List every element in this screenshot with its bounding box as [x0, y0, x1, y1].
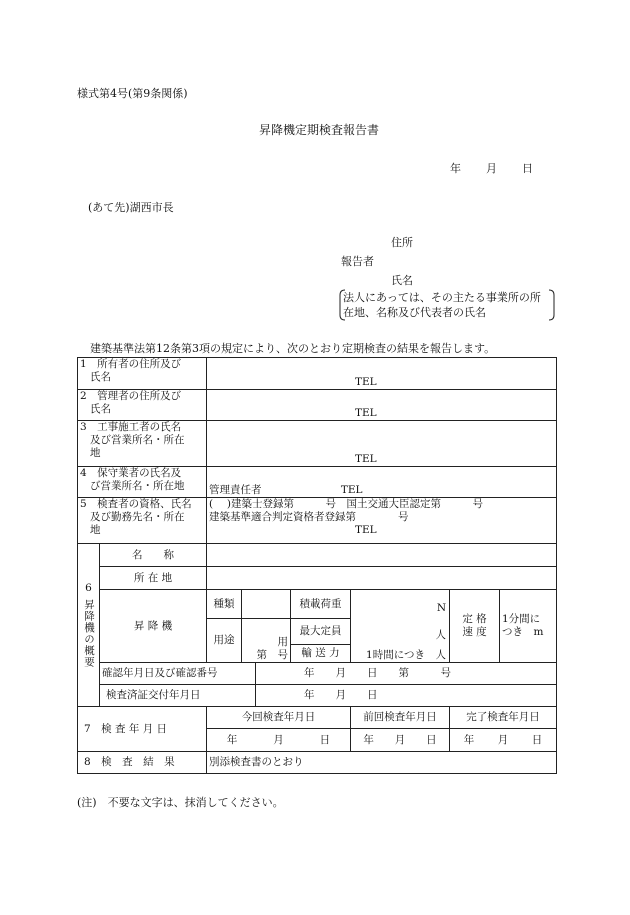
addressee: (あて先)湖西市長: [88, 201, 174, 214]
section6-number: 6: [85, 582, 92, 594]
capacity-unit: 人: [435, 629, 446, 641]
owner-value[interactable]: [207, 358, 557, 390]
owner-label: 1 所有者の住所及び 氏名: [78, 358, 207, 390]
confirmation-value[interactable]: 年 月 日 第 号: [256, 663, 557, 685]
certificate-label: 検査済証交付年月日: [100, 685, 256, 707]
elevator-name-label: 名 称: [100, 544, 207, 567]
manager-tel: TEL: [355, 407, 377, 419]
manager-value[interactable]: [207, 390, 557, 421]
inspector-value[interactable]: [207, 498, 557, 544]
corporate-note-line1: 法人にあっては、その主たる事業所の所: [343, 291, 541, 304]
row-result: [78, 752, 557, 774]
row-maintenance: [78, 467, 557, 498]
date-month: 月: [486, 162, 497, 175]
elevator-name-value[interactable]: [207, 544, 557, 567]
certificate-value[interactable]: 年 月 日: [256, 685, 557, 707]
row-inspection-dates-header: [78, 707, 557, 729]
use-value[interactable]: [242, 619, 291, 663]
last-inspection-label: 前回検査年月日: [351, 707, 450, 729]
result-label: 8 検 査 結 果: [78, 752, 207, 774]
elevator-type-label: 昇 降 機: [100, 590, 207, 663]
row-manager: [78, 390, 557, 421]
section6-title: 昇降機の概要: [83, 599, 95, 668]
contractor-value[interactable]: [207, 421, 557, 467]
row-elevator-name: [78, 544, 557, 567]
transport-label: 輸 送 力: [291, 645, 351, 663]
inspector-label: 5 検査者の資格、氏名 及び勤務先名・所在 地: [78, 498, 207, 544]
maintenance-value[interactable]: [207, 467, 557, 498]
owner-tel: TEL: [355, 376, 377, 388]
per-hour: 1時間につき 人: [366, 649, 446, 661]
footnote: (注) 不要な文字は、抹消してください。: [77, 796, 284, 809]
date-day: 日: [522, 162, 533, 175]
manager-in-charge: 管理責任者: [209, 484, 262, 496]
inspector-tel: TEL: [355, 524, 377, 536]
maintenance-label: 4 保守業者の氏名及 び営業所名・所在地: [78, 467, 207, 498]
reporter-name-label: 氏名: [391, 274, 413, 287]
result-value[interactable]: 別添検査書のとおり: [207, 752, 557, 774]
inspection-date-label: 7 検 査 年 月 日: [78, 707, 207, 752]
manager-label: 2 管理者の住所及び 氏名: [78, 390, 207, 421]
use-yo: 用: [277, 636, 288, 648]
use-label: 用途: [207, 619, 242, 663]
use-dai-go: 第 号: [256, 649, 288, 661]
elevator-location-value[interactable]: [207, 567, 557, 590]
row-confirmation: [78, 663, 557, 685]
rated-speed-value[interactable]: 1分間に つき m: [500, 590, 557, 663]
confirmation-label: 確認年月日及び確認番号: [100, 663, 256, 685]
reporter-label: 報告者: [341, 255, 374, 268]
contractor-tel: TEL: [355, 453, 377, 465]
load-label: 積載荷重: [291, 590, 351, 619]
inspector-qualification-2: 建築基準適合判定資格者登録第 号: [209, 511, 409, 523]
intro-text: 建築基準法第12条第3項の規定により、次のとおり定期検査の結果を報告します。: [90, 342, 496, 355]
kind-value[interactable]: [242, 590, 291, 619]
kind-label: 種類: [207, 590, 242, 619]
reporter-address-label: 住所: [391, 236, 413, 249]
elevator-location-label: 所 在 地: [100, 567, 207, 590]
capacity-label: 最大定員: [291, 619, 351, 645]
completion-inspection-label: 完了検査年月日: [450, 707, 557, 729]
maintenance-tel: TEL: [340, 484, 363, 496]
row-elevator-location: [78, 567, 557, 590]
last-inspection-date[interactable]: 年 月 日: [351, 729, 450, 752]
row-elevator-spec-1: [78, 590, 557, 619]
row-inspector: [78, 498, 557, 544]
row-owner: [78, 358, 557, 390]
corporate-note-bracket: [338, 289, 556, 321]
row-certificate: [78, 685, 557, 707]
this-inspection-date[interactable]: 年 月 日: [207, 729, 351, 752]
inspector-qualification-1: ( )建築士登録第 号 国土交通大臣認定第 号: [209, 498, 484, 510]
contractor-label: 3 工事施工者の氏名 及び営業所名・所在 地: [78, 421, 207, 467]
section6-label: [78, 544, 100, 707]
page-title: 昇降機定期検査報告書: [259, 123, 380, 137]
corporate-note-line2: 在地、名称及び代表者の氏名: [343, 306, 486, 319]
load-unit: N: [436, 602, 446, 614]
date-year: 年: [450, 162, 461, 175]
row-contractor: [78, 421, 557, 467]
report-table: [77, 357, 557, 774]
form-number: 様式第4号(第9条関係): [77, 87, 188, 100]
completion-inspection-date[interactable]: 年 月 日: [450, 729, 557, 752]
rated-speed-label: 定 格 速 度: [450, 590, 500, 663]
spec-values[interactable]: [351, 590, 450, 663]
this-inspection-label: 今回検査年月日: [207, 707, 351, 729]
